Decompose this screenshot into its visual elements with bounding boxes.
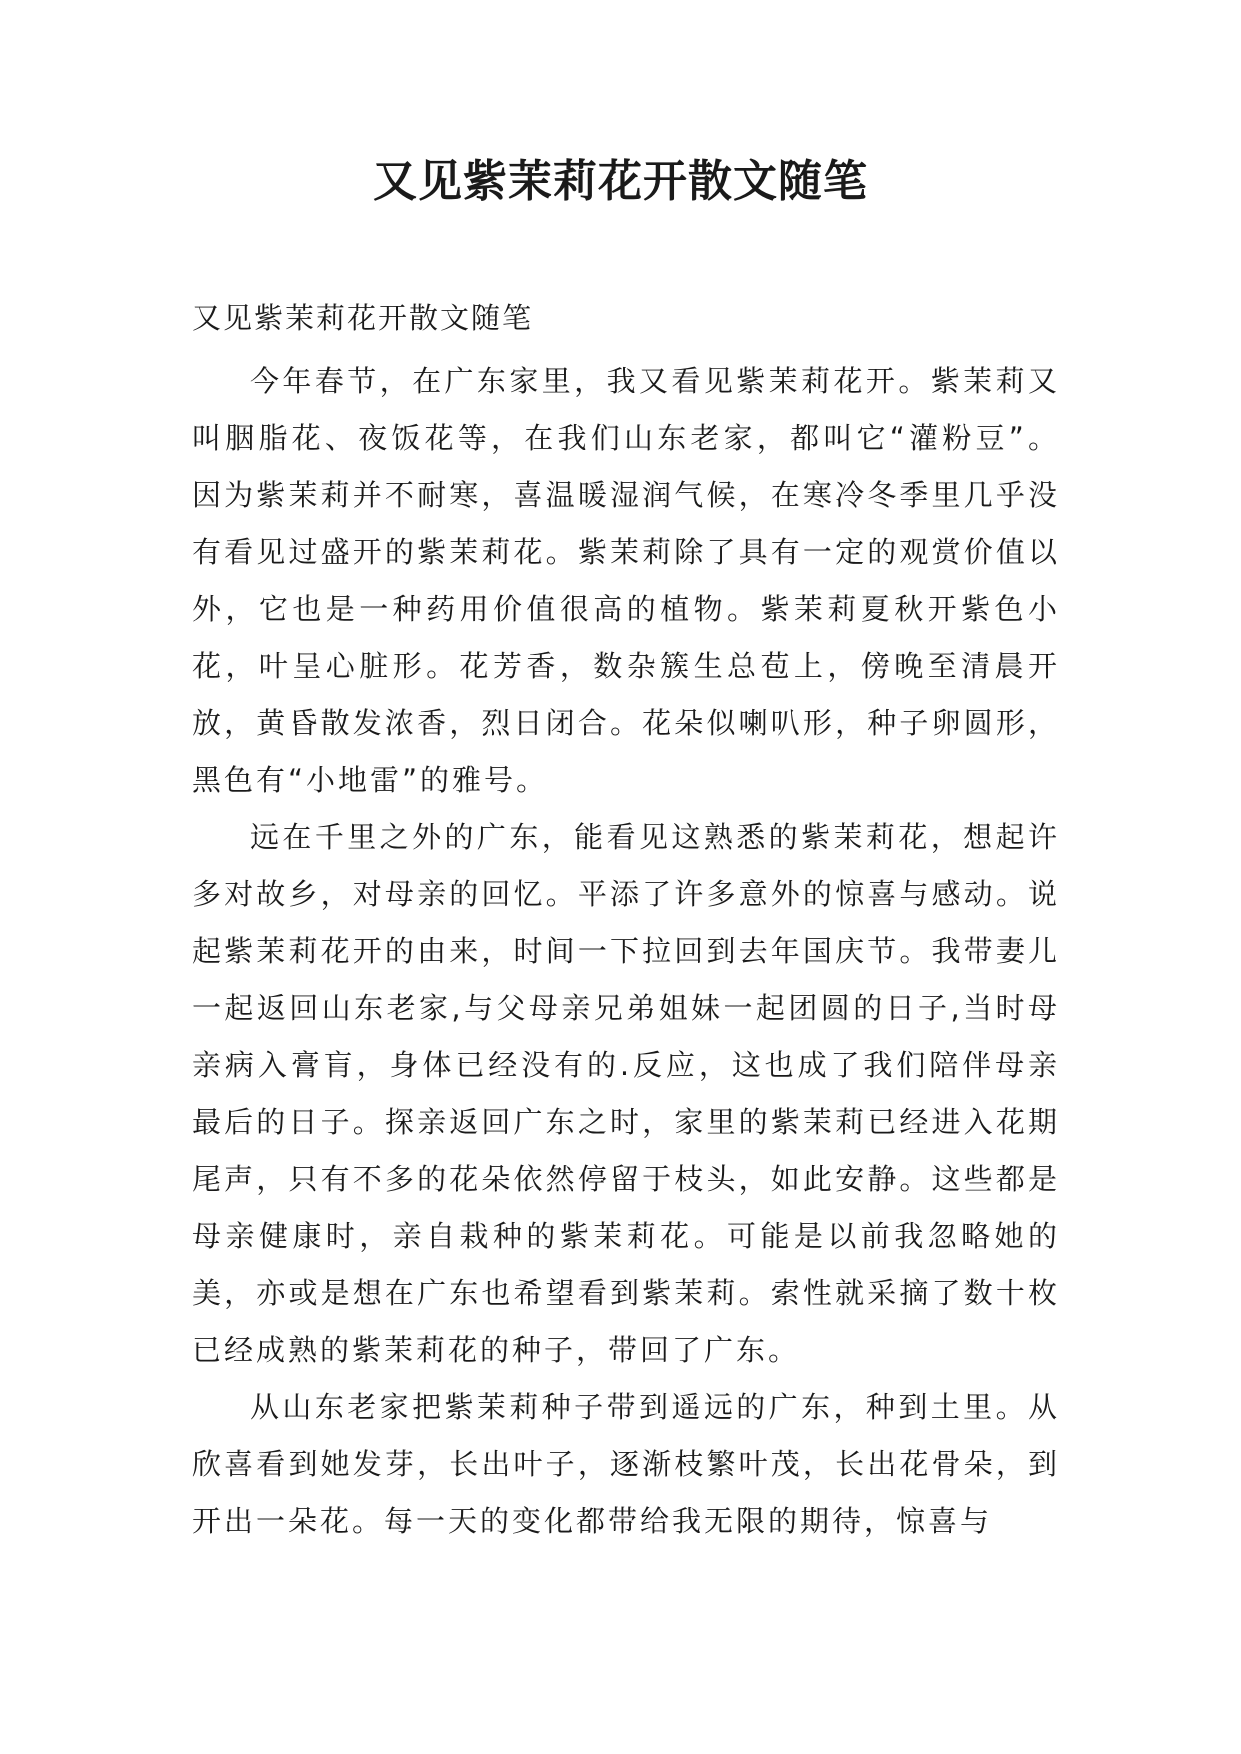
document-subtitle: 又见紫茉莉花开散文随笔 <box>192 301 534 335</box>
paragraph-2: 远在千里之外的广东，能看见这熟悉的紫茉莉花，想起许多对故乡，对母亲的回忆。平添了许多意外的惊喜与感动。说起紫茉莉花开的由来，时间一下拉回到去年国庆节。我带妻儿一起返回山东老家,与父母亲兄弟姐妹一起团圆的日子,当时母亲病入膏肓，身体已经没有的.反应，这也成了我们陪伴母亲最后的日子。探亲返回广东之时，家里的紫茉莉已经进入花期尾声，只有不多的花朵依然停留于枝头，如此安静。这些都是母亲健康时，亲自栽种的紫茉莉花。可能是以前我忽略她的美，亦或是想在广东也希望看到紫茉莉。索性就采摘了数十枚已经成熟的紫茉莉花的种子，带回了广东。 <box>192 820 1060 1367</box>
document-title: 又见紫茉莉花开散文随笔 <box>373 156 868 207</box>
document-body <box>192 290 1060 1550</box>
paragraph-1: 今年春节，在广东家里，我又看见紫茉莉花开。紫茉莉又叫胭脂花、夜饭花等，在我们山东老家，都叫它“灌粉豆”。因为紫茉莉并不耐寒，喜温暖湿润气候，在寒冷冬季里几乎没有看见过盛开的紫茉莉花。紫茉莉除了具有一定的观赏价值以外，它也是一种药用价值很高的植物。紫茉莉夏秋开紫色小花，叶呈心脏形。花芳香，数杂簇生总苞上，傍晚至清晨开放，黄昏散发浓香，烈日闭合。花朵似喇叭形，种子卵圆形，黑色有“小地雷”的雅号。 <box>192 364 1060 797</box>
paragraph-3: 从山东老家把紫茉莉种子带到遥远的广东，种到土里。从欣喜看到她发芽，长出叶子，逐渐枝繁叶茂，长出花骨朵，到开出一朵花。每一天的变化都带给我无限的期待，惊喜与 <box>192 1390 1060 1538</box>
